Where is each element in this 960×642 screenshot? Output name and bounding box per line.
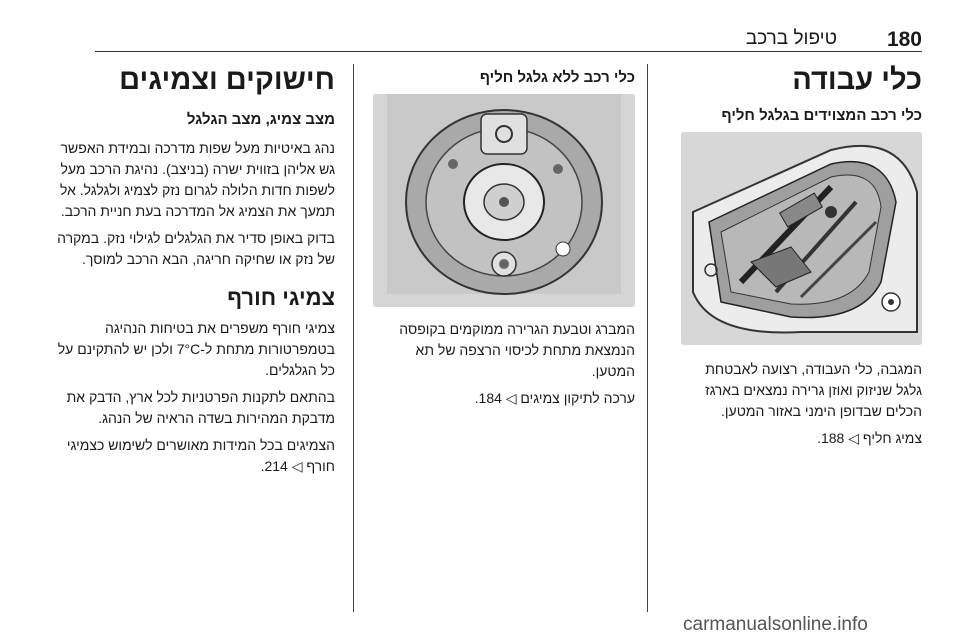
paragraph-ref: צמיג חליף ◁ 188. [817,430,922,446]
header-title: טיפול ברכב [745,28,837,49]
section-title-wheels: חישוקים וצמיגים [119,64,335,96]
figure-spare-well [373,94,635,307]
paragraph: צמיגי חורף משפרים את בטיחות הנהיגה בטמפרטורות מתחת ל-7°C ולכן יש להתקינם על כל הגלגלים. [57,320,335,378]
paragraph: המברג וטבעת הגרירה ממוקמים בקופסה הנמצאת מתחת לכיסוי הרצפה של תא המטען. [399,321,635,379]
toolbox-illustration [681,132,922,345]
column-divider [647,64,648,612]
column-divider [353,64,354,612]
figure-toolbox [681,132,922,345]
subsection-title-condition: מצב צמיג, מצב הגלגל [186,111,335,128]
subsection-title-winter: צמיגי חורף [227,285,335,310]
subsection-title-no-spare: כלי רכב ללא גלגל חליף [479,69,635,86]
watermark-text: carmanualsonline.info [683,614,868,635]
page-number: 180 [886,28,922,51]
paragraph: בדוק באופן סדיר את הגלגלים לגילוי נזק. במקרה של נזק או שחיקה חריגה, הבא הרכב למוסך. [57,230,335,267]
paragraph: המגבה, כלי העבודה, רצועה לאבטחת גלגל שניזוק ואוזן גרירה נמצאים בארגז הכלים שבדופן הימני באזור המטען. [705,361,922,419]
header-rule [95,51,922,52]
page-header [0,0,960,60]
paragraph-ref: ערכה לתיקון צמיגים ◁ 184. [474,390,635,406]
spare-well-illustration [373,94,635,307]
subsection-title-with-spare: כלי רכב המצוידים בגלגל חליף [721,107,922,124]
paragraph: נהג באיטיות מעל שפות מדרכה ובמידת האפשר גש אליהן בזווית ישרה (בניצב). נהיגת הרכב מעל לשפות חדות הלולה לגרום נזק לצמיג ולגלגל. אל תמעך את הצמיג אל המדרכה בעת חניית הרכב. [59,140,335,219]
column-tools [682,62,922,455]
paragraph-ref: הצמיגים בכל המידות מאושרים לשימוש כצמיגי חורף ◁ 214. [66,437,335,474]
column-wheels-tyres [45,62,335,483]
section-title-tools: כלי עבודה [792,64,922,96]
column-no-spare [370,62,635,415]
paragraph: בהתאם לתקנות הפרטניות לכל ארץ, הדבק את מדבקת המהירות בשדה הראיה של הנהג. [66,389,335,426]
